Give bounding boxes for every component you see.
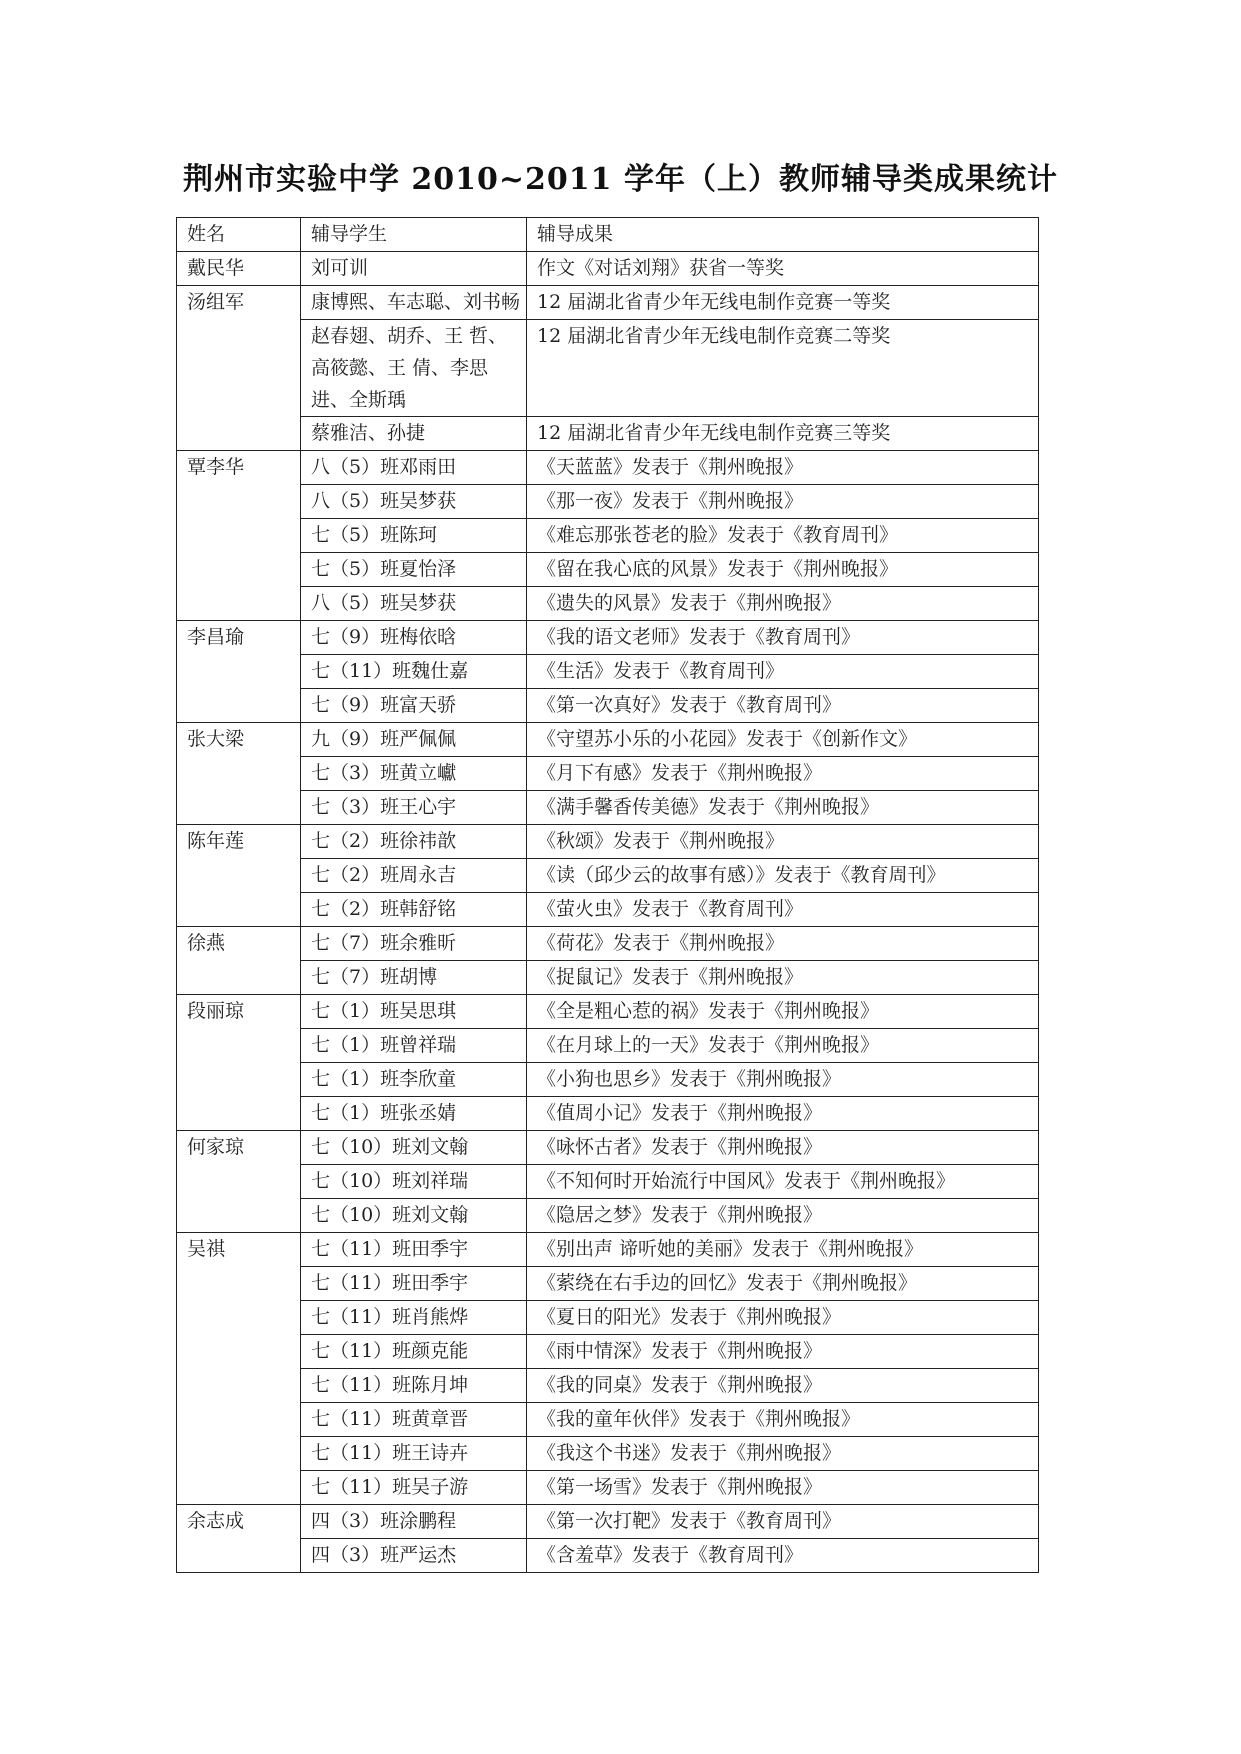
table-row [177, 655, 1039, 689]
table-row [177, 1029, 1039, 1063]
student-cell: 七（11）班吴子游 [301, 1471, 527, 1505]
table-row [177, 1437, 1039, 1471]
student-cell: 康博熙、车志聪、刘书畅 [301, 286, 527, 320]
table-row [177, 286, 1039, 320]
student-cell: 八（5）班吴梦获 [301, 587, 527, 621]
table-row [177, 1403, 1039, 1437]
result-cell: 《那一夜》发表于《荆州晚报》 [527, 485, 1039, 519]
result-cell: 《我的童年伙伴》发表于《荆州晚报》 [527, 1403, 1039, 1437]
table-row [177, 723, 1039, 757]
result-cell: 《隐居之梦》发表于《荆州晚报》 [527, 1199, 1039, 1233]
teacher-name-cell: 戴民华 [177, 252, 301, 286]
result-cell: 《值周小记》发表于《荆州晚报》 [527, 1097, 1039, 1131]
result-cell: 《第一次真好》发表于《教育周刊》 [527, 689, 1039, 723]
result-cell: 《第一次打靶》发表于《教育周刊》 [527, 1505, 1039, 1539]
result-cell: 《留在我心底的风景》发表于《荆州晚报》 [527, 553, 1039, 587]
table-row [177, 1267, 1039, 1301]
table-row [177, 1335, 1039, 1369]
student-cell: 七（3）班王心宇 [301, 791, 527, 825]
results-table-body [177, 218, 1039, 1573]
table-row [177, 825, 1039, 859]
result-cell: 《满手馨香传美德》发表于《荆州晚报》 [527, 791, 1039, 825]
header-students: 辅导学生 [301, 218, 527, 252]
teacher-name-cell: 覃李华 [177, 451, 301, 621]
result-cell: 《守望苏小乐的小花园》发表于《创新作文》 [527, 723, 1039, 757]
result-cell: 《咏怀古者》发表于《荆州晚报》 [527, 1131, 1039, 1165]
teacher-name-cell: 徐燕 [177, 927, 301, 995]
result-cell: 《含羞草》发表于《教育周刊》 [527, 1539, 1039, 1573]
student-cell: 七（10）班刘祥瑞 [301, 1165, 527, 1199]
result-cell: 《雨中情深》发表于《荆州晚报》 [527, 1335, 1039, 1369]
results-table [176, 217, 1039, 1573]
table-row [177, 1505, 1039, 1539]
student-cell: 七（1）班吴思琪 [301, 995, 527, 1029]
result-cell: 《天蓝蓝》发表于《荆州晚报》 [527, 451, 1039, 485]
student-cell: 七（1）班李欣童 [301, 1063, 527, 1097]
student-cell: 赵春翅、胡乔、王 哲、高筱懿、王 倩、李思进、全斯瑀 [301, 320, 527, 417]
table-row [177, 1097, 1039, 1131]
table-row [177, 927, 1039, 961]
student-cell: 七（11）班肖熊烨 [301, 1301, 527, 1335]
result-cell: 《秋颂》发表于《荆州晚报》 [527, 825, 1039, 859]
student-cell: 七（2）班徐祎歆 [301, 825, 527, 859]
student-cell: 七（1）班曾祥瑞 [301, 1029, 527, 1063]
result-cell: 《我的同桌》发表于《荆州晚报》 [527, 1369, 1039, 1403]
result-cell: 12 届湖北省青少年无线电制作竞赛一等奖 [527, 286, 1039, 320]
teacher-name-cell: 吴祺 [177, 1233, 301, 1505]
teacher-name-cell: 段丽琼 [177, 995, 301, 1131]
result-cell: 《我这个书迷》发表于《荆州晚报》 [527, 1437, 1039, 1471]
student-cell: 七（11）班颜克能 [301, 1335, 527, 1369]
student-cell: 七（11）班王诗卉 [301, 1437, 527, 1471]
result-cell: 《别出声 谛听她的美丽》发表于《荆州晚报》 [527, 1233, 1039, 1267]
student-cell: 八（5）班吴梦获 [301, 485, 527, 519]
teacher-name-cell: 何家琼 [177, 1131, 301, 1233]
student-cell: 七（9）班富天骄 [301, 689, 527, 723]
table-row [177, 689, 1039, 723]
student-cell: 四（3）班涂鹏程 [301, 1505, 527, 1539]
result-cell: 《全是粗心惹的祸》发表于《荆州晚报》 [527, 995, 1039, 1029]
table-row [177, 320, 1039, 417]
student-cell: 七（11）班田季宇 [301, 1267, 527, 1301]
table-row [177, 1199, 1039, 1233]
student-cell: 七（7）班胡博 [301, 961, 527, 995]
header-row [177, 218, 1039, 252]
teacher-name-cell: 李昌瑜 [177, 621, 301, 723]
header-teacher-name: 姓名 [177, 218, 301, 252]
result-cell: 12 届湖北省青少年无线电制作竞赛二等奖 [527, 320, 1039, 417]
student-cell: 七（10）班刘文翰 [301, 1131, 527, 1165]
student-cell: 七（10）班刘文翰 [301, 1199, 527, 1233]
result-cell: 《月下有感》发表于《荆州晚报》 [527, 757, 1039, 791]
table-row [177, 1165, 1039, 1199]
student-cell: 四（3）班严运杰 [301, 1539, 527, 1573]
student-cell: 七（11）班陈月坤 [301, 1369, 527, 1403]
result-cell: 《在月球上的一天》发表于《荆州晚报》 [527, 1029, 1039, 1063]
student-cell: 七（1）班张丞婧 [301, 1097, 527, 1131]
student-cell: 七（7）班余雅昕 [301, 927, 527, 961]
table-row [177, 587, 1039, 621]
student-cell: 七（9）班梅依晗 [301, 621, 527, 655]
table-row [177, 791, 1039, 825]
result-cell: 《遗失的风景》发表于《荆州晚报》 [527, 587, 1039, 621]
table-row [177, 621, 1039, 655]
student-cell: 刘可训 [301, 252, 527, 286]
student-cell: 七（2）班周永吉 [301, 859, 527, 893]
table-row [177, 1301, 1039, 1335]
table-row [177, 1539, 1039, 1573]
table-row [177, 757, 1039, 791]
result-cell: 《捉鼠记》发表于《荆州晚报》 [527, 961, 1039, 995]
result-cell: 《萦绕在右手边的回忆》发表于《荆州晚报》 [527, 1267, 1039, 1301]
result-cell: 作文《对话刘翔》获省一等奖 [527, 252, 1039, 286]
result-cell: 《小狗也思乡》发表于《荆州晚报》 [527, 1063, 1039, 1097]
result-cell: 《难忘那张苍老的脸》发表于《教育周刊》 [527, 519, 1039, 553]
result-cell: 《第一场雪》发表于《荆州晚报》 [527, 1471, 1039, 1505]
teacher-name-cell: 陈年莲 [177, 825, 301, 927]
table-row [177, 859, 1039, 893]
table-row [177, 1131, 1039, 1165]
page-title: 荆州市实验中学 2010~2011 学年（上）教师辅导类成果统计 [182, 162, 1059, 197]
result-cell: 《生活》发表于《教育周刊》 [527, 655, 1039, 689]
result-cell: 《我的语文老师》发表于《教育周刊》 [527, 621, 1039, 655]
table-row [177, 1233, 1039, 1267]
table-row [177, 553, 1039, 587]
student-cell: 七（5）班陈珂 [301, 519, 527, 553]
table-row [177, 995, 1039, 1029]
teacher-name-cell: 张大梁 [177, 723, 301, 825]
table-row [177, 417, 1039, 451]
result-cell: 《不知何时开始流行中国风》发表于《荆州晚报》 [527, 1165, 1039, 1199]
table-row [177, 1063, 1039, 1097]
result-cell: 《读（邱少云的故事有感）》发表于《教育周刊》 [527, 859, 1039, 893]
header-results: 辅导成果 [527, 218, 1039, 252]
table-row [177, 485, 1039, 519]
table-row [177, 893, 1039, 927]
student-cell: 九（9）班严佩佩 [301, 723, 527, 757]
student-cell: 八（5）班邓雨田 [301, 451, 527, 485]
result-cell: 《荷花》发表于《荆州晚报》 [527, 927, 1039, 961]
student-cell: 七（11）班田季宇 [301, 1233, 527, 1267]
student-cell: 七（2）班韩舒铭 [301, 893, 527, 927]
table-row [177, 1471, 1039, 1505]
table-row [177, 451, 1039, 485]
result-cell: 《夏日的阳光》发表于《荆州晚报》 [527, 1301, 1039, 1335]
student-cell: 七（11）班黄章晋 [301, 1403, 527, 1437]
student-cell: 七（3）班黄立巘 [301, 757, 527, 791]
result-cell: 《萤火虫》发表于《教育周刊》 [527, 893, 1039, 927]
table-row [177, 1369, 1039, 1403]
table-row [177, 519, 1039, 553]
result-cell: 12 届湖北省青少年无线电制作竞赛三等奖 [527, 417, 1039, 451]
table-row [177, 252, 1039, 286]
student-cell: 七（11）班魏仕嘉 [301, 655, 527, 689]
teacher-name-cell: 余志成 [177, 1505, 301, 1573]
teacher-name-cell: 汤组军 [177, 286, 301, 451]
table-row [177, 961, 1039, 995]
student-cell: 蔡雅洁、孙捷 [301, 417, 527, 451]
student-cell: 七（5）班夏怡泽 [301, 553, 527, 587]
